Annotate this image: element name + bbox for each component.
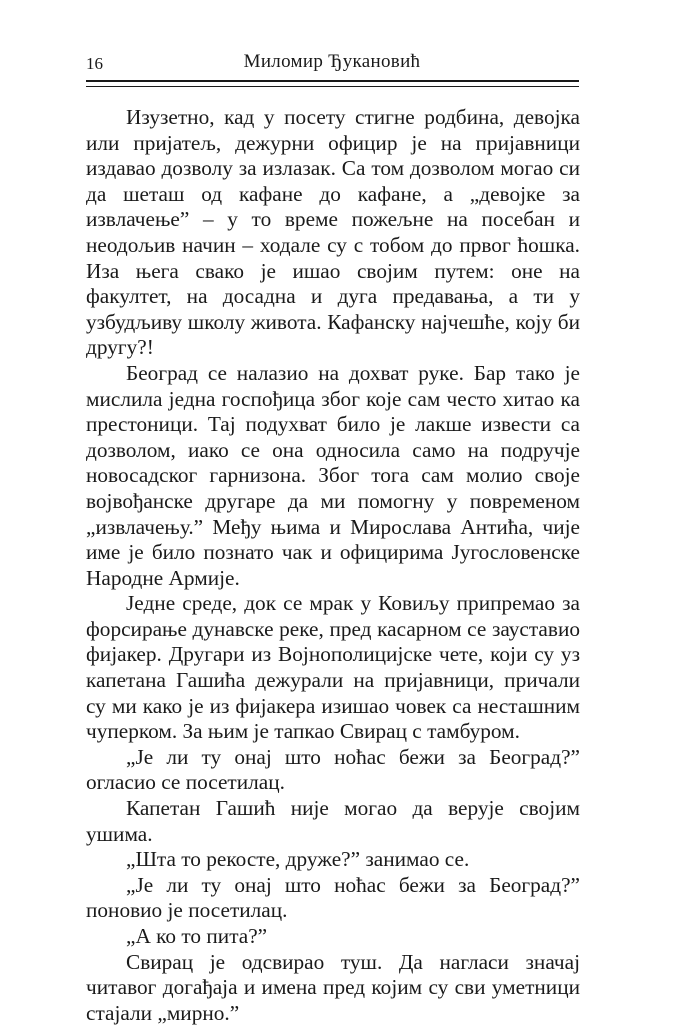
paragraph: „Шта то рекосте, друже?” занимао се. bbox=[126, 847, 470, 872]
paragraph: Капетан Гашић није могао да верује својим ушима. bbox=[86, 796, 580, 846]
running-head-title: Миломир Ђукановић bbox=[243, 51, 421, 72]
page-number: 16 bbox=[86, 54, 103, 73]
body-text bbox=[86, 105, 580, 1026]
paragraph: Изузетно, кад у посету стигне родбина, девојка или пријатељ, дежурни официр је на пријавници издавао дозволу за излазак. Са том дозволом могао си да шеташ од кафане до кафане, а „девојке за извлачење” – у то време пожељне на посебан и неодољив начин – ходале су с тобом до првог ћошка. Иза њега свако је ишао својим путем: оне на факултет, на досадна и дуга предавања, а ти у узбудљиву школу живота. Кафанску најчешће, коју би другу?! bbox=[86, 105, 580, 360]
paragraph: Свирац је одсвирао туш. Да нагласи значај читавог догађаја и имена пред којим су сви уметници стајали „мирно.” bbox=[86, 949, 580, 1025]
paragraph: „А ко то пита?” bbox=[126, 924, 268, 948]
header-rule-thick bbox=[86, 80, 579, 82]
header-rule-thin bbox=[86, 86, 579, 87]
paragraph: Београд се налазио на дохват руке. Бар тако је мислила једна госпођица због које сам често хитао ка престоници. Тај подухват било је лакше извести са дозволом, иако се она односила само на подручје новосадског гарнизона. Због тога сам молио своје војвођанске другаре да ми помогну у повременом „извлачењу.” Међу њима и Мирослава Антића, чије име је било познато чак и официрима Југословенске Народне Армије. bbox=[86, 360, 580, 590]
paragraph: „Је ли ту онај што ноћас бежи за Београд?” поновио је посетилац. bbox=[86, 872, 580, 923]
paragraph: „Је ли ту онај што ноћас бежи за Београд?” огласио се посетилац. bbox=[86, 744, 580, 795]
paragraph: Једне среде, док се мрак у Ковиљу припремао за форсирање дунавске реке, пред касарном се зауставио фијакер. Другари из Војнополицијске чете, који су уз капетана Гашића дежурали на пријавници, причали су ми како је из фијакера изишао човек са несташним чуперком. За њим је тапкао Свирац с тамбуром. bbox=[86, 591, 580, 744]
